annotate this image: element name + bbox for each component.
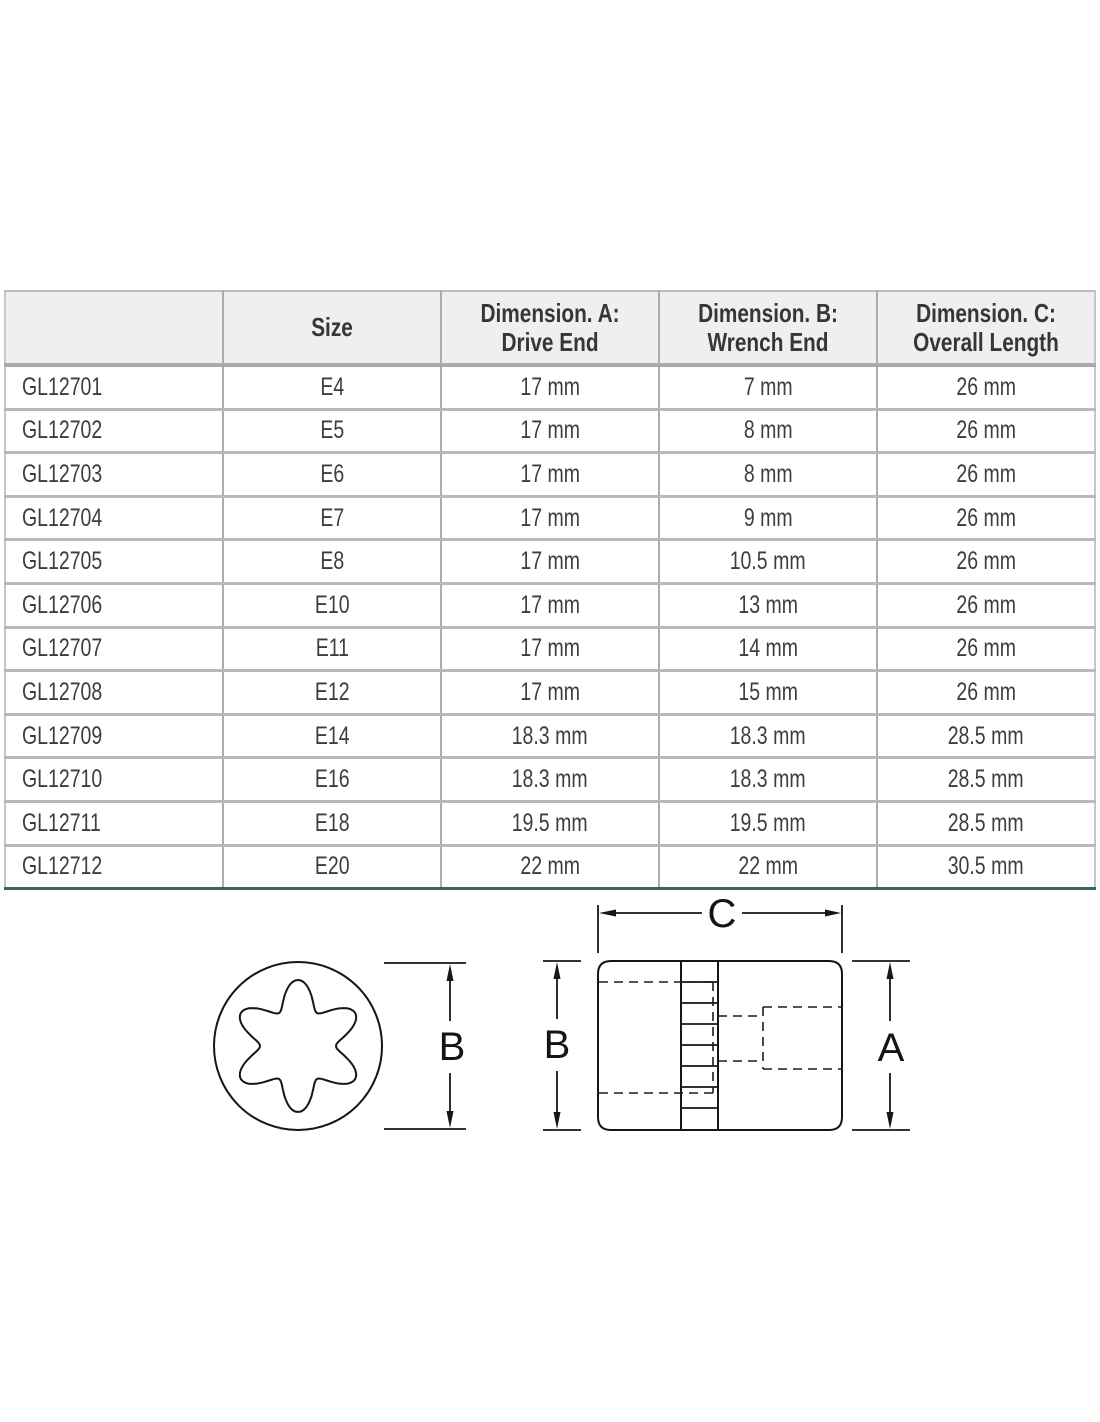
table-row bbox=[5, 714, 1095, 758]
cell-dim-b: 18.3 mm bbox=[659, 758, 877, 802]
cell-dim-c: 28.5 mm bbox=[877, 801, 1095, 845]
socket-side-view bbox=[598, 961, 842, 1130]
side-view-a-dimension bbox=[852, 961, 910, 1130]
cell-size: E6 bbox=[223, 453, 441, 497]
cell-dim-c: 26 mm bbox=[877, 453, 1095, 497]
cell-code: GL12705 bbox=[5, 540, 223, 584]
cell-dim-a: 18.3 mm bbox=[441, 758, 659, 802]
arrowhead-down bbox=[447, 1111, 454, 1128]
cell-code: GL12712 bbox=[5, 845, 223, 889]
cell-size: E14 bbox=[223, 714, 441, 758]
cell-code: GL12709 bbox=[5, 714, 223, 758]
cell-size: E7 bbox=[223, 496, 441, 540]
header-row bbox=[5, 291, 1095, 365]
cell-dim-b: 7 mm bbox=[659, 365, 877, 409]
cell-dim-b: 22 mm bbox=[659, 845, 877, 889]
table-row bbox=[5, 801, 1095, 845]
cell-code: GL12703 bbox=[5, 453, 223, 497]
table-row bbox=[5, 583, 1095, 627]
cell-dim-a: 17 mm bbox=[441, 409, 659, 453]
cell-dim-c: 26 mm bbox=[877, 583, 1095, 627]
table-body bbox=[5, 365, 1095, 889]
cell-dim-c: 30.5 mm bbox=[877, 845, 1095, 889]
arrowhead-left bbox=[599, 910, 616, 917]
column-header-dim-a bbox=[441, 291, 659, 365]
technical-diagram bbox=[0, 895, 1100, 1145]
cell-dim-a: 18.3 mm bbox=[441, 714, 659, 758]
cell-code: GL12707 bbox=[5, 627, 223, 671]
end-view-b-dimension bbox=[384, 963, 466, 1129]
table-row bbox=[5, 540, 1095, 584]
table-row bbox=[5, 671, 1095, 715]
cell-code: GL12701 bbox=[5, 365, 223, 409]
cell-dim-a: 17 mm bbox=[441, 453, 659, 497]
cell-code: GL12708 bbox=[5, 671, 223, 715]
cell-dim-a: 17 mm bbox=[441, 365, 659, 409]
table-row bbox=[5, 627, 1095, 671]
cell-dim-a: 17 mm bbox=[441, 583, 659, 627]
column-header-blank bbox=[5, 291, 223, 365]
cell-dim-a: 22 mm bbox=[441, 845, 659, 889]
arrowhead-up bbox=[447, 964, 454, 981]
cell-size: E11 bbox=[223, 627, 441, 671]
cell-size: E4 bbox=[223, 365, 441, 409]
torx-profile bbox=[240, 980, 356, 1112]
arrowhead-up bbox=[554, 962, 561, 979]
cell-dim-b: 14 mm bbox=[659, 627, 877, 671]
dim-label-c: C bbox=[707, 895, 737, 936]
arrowhead-up bbox=[887, 962, 894, 979]
cell-dim-a: 17 mm bbox=[441, 540, 659, 584]
column-header-size bbox=[223, 291, 441, 365]
table-row bbox=[5, 453, 1095, 497]
column-header-dim-c bbox=[877, 291, 1095, 365]
arrowhead-down bbox=[887, 1112, 894, 1129]
cell-dim-b: 10.5 mm bbox=[659, 540, 877, 584]
cell-dim-a: 17 mm bbox=[441, 671, 659, 715]
socket-outline-circle bbox=[214, 962, 382, 1130]
cell-size: E12 bbox=[223, 671, 441, 715]
cell-code: GL12704 bbox=[5, 496, 223, 540]
side-view-b-dimension bbox=[543, 961, 581, 1130]
cell-dim-c: 26 mm bbox=[877, 540, 1095, 584]
cell-dim-c: 28.5 mm bbox=[877, 758, 1095, 802]
header-subtitle: Overall Length bbox=[913, 326, 1059, 357]
cell-dim-b: 9 mm bbox=[659, 496, 877, 540]
cell-dim-b: 8 mm bbox=[659, 453, 877, 497]
side-view-c-dimension bbox=[598, 895, 842, 953]
cell-dim-a: 17 mm bbox=[441, 496, 659, 540]
cell-code: GL12702 bbox=[5, 409, 223, 453]
cell-size: E5 bbox=[223, 409, 441, 453]
cell-size: E10 bbox=[223, 583, 441, 627]
cell-dim-a: 19.5 mm bbox=[441, 801, 659, 845]
hidden-torx-bore bbox=[599, 982, 713, 1093]
cell-size: E8 bbox=[223, 540, 441, 584]
cell-size: E16 bbox=[223, 758, 441, 802]
cell-dim-c: 28.5 mm bbox=[877, 714, 1095, 758]
cell-dim-c: 26 mm bbox=[877, 627, 1095, 671]
drive-end-section bbox=[598, 961, 681, 1130]
cell-code: GL12706 bbox=[5, 583, 223, 627]
table-row bbox=[5, 365, 1095, 409]
header-title: Size bbox=[311, 312, 353, 342]
table-row bbox=[5, 409, 1095, 453]
cell-code: GL12710 bbox=[5, 758, 223, 802]
dim-label-b-end-view: B bbox=[438, 1025, 466, 1069]
cell-dim-b: 15 mm bbox=[659, 671, 877, 715]
table-row bbox=[5, 845, 1095, 889]
header-subtitle: Wrench End bbox=[707, 326, 829, 357]
header-subtitle: Drive End bbox=[501, 326, 599, 357]
header-title: Dimension. B: bbox=[698, 297, 838, 328]
cell-code: GL12711 bbox=[5, 801, 223, 845]
cell-dim-a: 17 mm bbox=[441, 627, 659, 671]
table-row bbox=[5, 496, 1095, 540]
cell-dim-c: 26 mm bbox=[877, 671, 1095, 715]
cell-dim-b: 18.3 mm bbox=[659, 714, 877, 758]
cell-dim-b: 13 mm bbox=[659, 583, 877, 627]
column-header-dim-b bbox=[659, 291, 877, 365]
cell-dim-b: 19.5 mm bbox=[659, 801, 877, 845]
arrowhead-down bbox=[554, 1112, 561, 1129]
cell-dim-c: 26 mm bbox=[877, 365, 1095, 409]
dimensions-table bbox=[4, 290, 1096, 890]
wrench-end-section bbox=[718, 961, 842, 1130]
hidden-square-drive bbox=[718, 1007, 841, 1069]
header-title: Dimension. C: bbox=[916, 297, 1056, 328]
dim-label-b-side-view: B bbox=[543, 1023, 571, 1067]
cell-size: E20 bbox=[223, 845, 441, 889]
cell-dim-c: 26 mm bbox=[877, 409, 1095, 453]
dim-label-a: A bbox=[877, 1026, 905, 1070]
cell-dim-b: 8 mm bbox=[659, 409, 877, 453]
cell-size: E18 bbox=[223, 801, 441, 845]
header-title: Dimension. A: bbox=[480, 297, 620, 328]
table-row bbox=[5, 758, 1095, 802]
arrowhead-right bbox=[825, 910, 841, 917]
cell-dim-c: 26 mm bbox=[877, 496, 1095, 540]
torx-end-view bbox=[214, 962, 382, 1130]
